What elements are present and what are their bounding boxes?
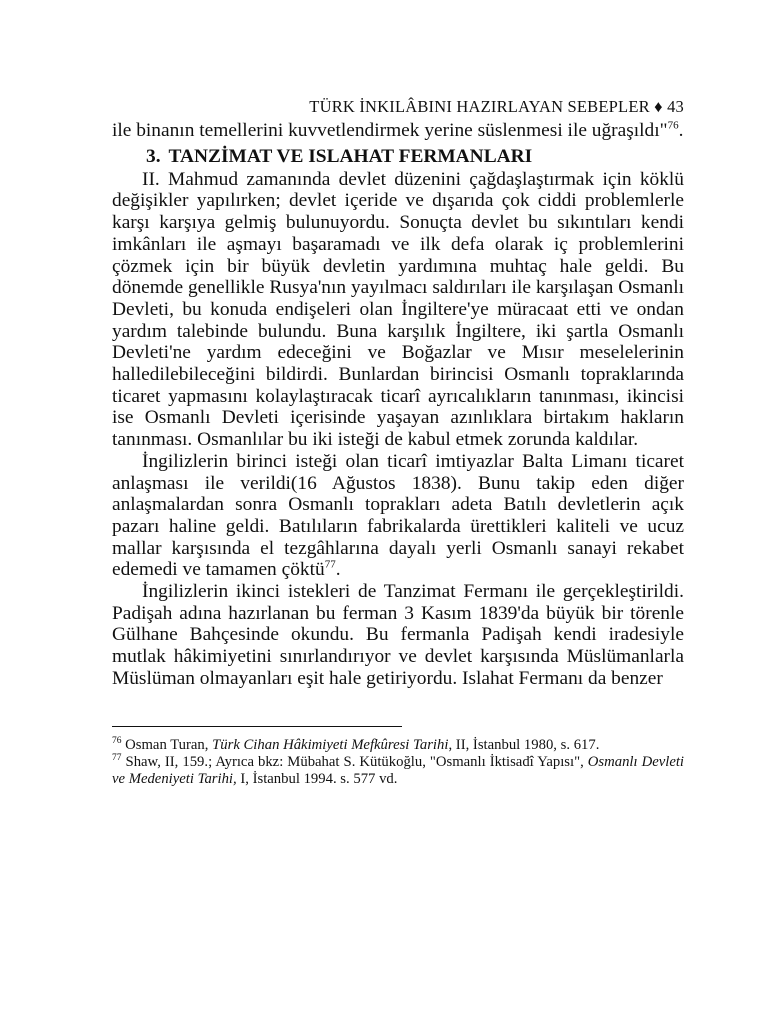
footnote-77 [112,754,684,788]
footnote-ref-77[interactable]: 77 [324,558,336,571]
footnote-author: Osman Turan, [121,736,213,753]
book-page [112,94,684,788]
paragraph-3: İngilizlerin ikinci istekleri de Tanzimat Fermanı ile gerçekleştirildi. Padişah adına hazırlanan bu ferman 3 Kasım 1839'da büyük bir törenle Gülhane Bahçesinde okundu. Bu fermanla Padişah kendi iradesiyle mutlak hâkimiyetini sınırlandırıyor ve devlet karşısında Müslümanlarla Müslüman olmayanları eşit hale getiriyordu. Islahat Fermanı da benzer [112,581,684,689]
continuation-paragraph [112,120,684,142]
footnotes [112,737,684,789]
running-header [112,94,684,120]
footnote-citation: I, İstanbul 1994. s. 577 vd. [236,770,398,787]
continuation-end: . [678,120,684,141]
paragraph-2-text: İngilizlerin birinci isteği olan ticarî imtiyazlar Balta Limanı ticaret anlaşması ile verildi(16 Ağustos 1838). Bunu takip eden diğer anlaşmalardan sonra Osmanlı toprakları adeta Batılı devletlerin açık pazarı haline geldi. Batılıların fabrikalarda ürettikleri kaliteli ve ucuz mallar karşısında el tezgâhlarına dayalı yerli Osmanlı sanayi rekabet edemedi ve tamamen çöktü [112,450,684,581]
section-heading [112,145,684,169]
footnote-ref-76[interactable]: 76 [667,119,679,132]
footnote-work-title: Türk Cihan Hâkimiyeti Mefkûresi Tarihi [212,736,449,753]
footnote-76 [112,737,684,754]
diamond-separator-icon: ♦ [654,97,663,116]
section-title: TANZİMAT VE ISLAHAT FERMANLARI [168,145,533,167]
running-title: TÜRK İNKILÂBINI HAZIRLAYAN SEBEPLER [309,97,650,116]
footnote-number: 76 [112,735,122,746]
page-number: 43 [667,97,684,116]
footnote-work-title: Osmanlı Devleti ve Medeniyeti Tarihi, [112,753,685,787]
paragraph-1: II. Mahmud zamanında devlet düzenini çağdaşlaştırmak için köklü değişikler yapılırken; devlet içeride ve dışarıda çok ciddi problemlerle karşı karşıya gelmiş bulunuyordu. Sonuçta devlet bu sıkıntıları kendi imkânları ile aşmayı başaramadı ve ilk defa olarak iç problemlerini çözmek için bir büyük devletin yardımına muhtaç hale geldi. Bu dönemde genellikle Rusya'nın yayılmacı saldırıları ile karşılaşan Osmanlı Devleti, bu konuda endişeleri olan İngiltere'ye müracaat etti ve ondan yardım talebinde bulundu. Buna karşılık İngiltere, iki şartla Osmanlı Devleti'ne yardım edeceğini ve Boğazlar ve Mısır meselelerinin halledilebileceğini bildirdi. Bunlardan birincisi Osmanlı topraklarında ticaret yapmasını kolaylaştıracak ticarî ayrıcalıkların tanınması, ikincisi ise Osmanlı Devleti içerisinde yaşayan azınlıklara birtakım hakların tanınması. Osmanlılar bu iki isteği de kabul etmek zorunda kaldılar. [112,168,684,451]
continuation-text: ile binanın temellerini kuvvetlendirmek yerine süslenmesi ile uğraşıldı" [112,120,668,141]
body-text [112,120,684,690]
paragraph-2 [112,451,684,581]
section-number: 3. [146,145,161,167]
footnote-author: Shaw, II, 159.; Ayrıca bkz: Mübahat S. Kütükoğlu, "Osmanlı İktisadî Yapısı", [121,753,588,770]
paragraph-2-end: . [335,559,341,581]
footnote-number: 77 [112,752,122,763]
footnote-divider [112,726,402,727]
footnote-citation: , II, İstanbul 1980, s. 617. [448,736,600,753]
